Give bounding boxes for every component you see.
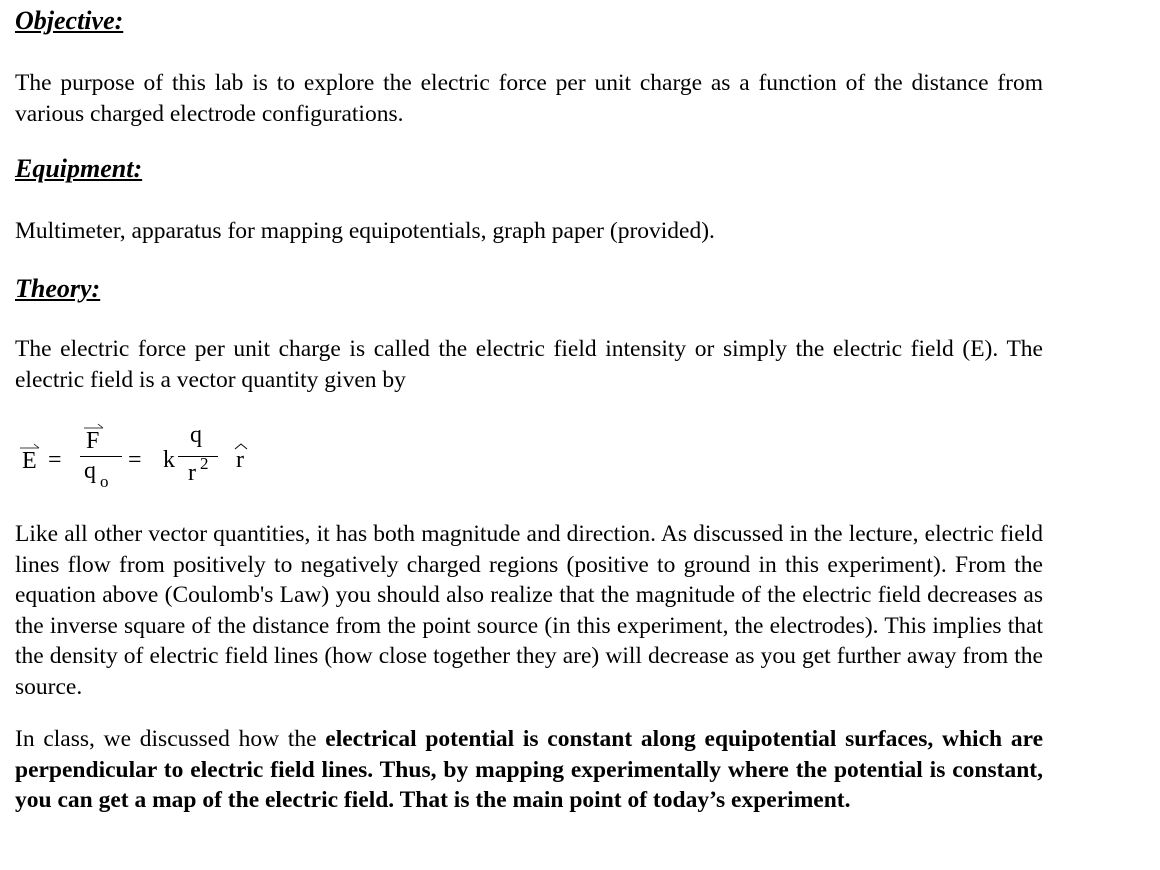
key-point-bold: electrical potential is constant along equipotential surfaces, which are perpendicular to electric field lines. Thus, by mapping experimentally where the potential is constant, you can get a map of the electric field. That is the main point of today’s experiment. (15, 726, 1044, 813)
theory-paragraph-3: In class, we discussed how the electrical potential is constant along equipotential surfaces, which are perpendicular to electric field lines. Thus, by mapping experimentally where the potential is constant, you can get a map of the electric field. That is the main point of today’s experiment. (15, 726, 1044, 813)
equipment-heading: Equipment: (15, 154, 143, 183)
hat-icon (234, 442, 248, 450)
fraction-bar (80, 456, 122, 457)
vector-F: F (86, 428, 99, 455)
equipment-text: Multimeter, apparatus for mapping equipotentials, graph paper (provided). (15, 218, 715, 244)
theory-paragraph-2: Like all other vector quantities, it has both magnitude and direction. As discussed in the lecture, electric field lines flow from positively to negatively charged regions (positive to ground in this experiment). From the equation above (Coulomb's Law) you should also realize that the magnitude of the electric field decreases as the inverse square of the distance from the point source (in this experiment, the electrodes). This implies that the density of electric field lines (how close together they are) will decrease as you get further away from the source. (15, 521, 1043, 700)
objective-text: The purpose of this lab is to explore the electric force per unit charge as a function of the distance from various charged electrode configurations. (15, 70, 1043, 127)
objective-heading: Objective: (15, 6, 124, 35)
vector-E: E (22, 448, 37, 475)
vector-arrow-icon (20, 442, 40, 450)
unit-vector-r: r (236, 447, 244, 474)
theory-intro: The electric force per unit charge is called the electric field intensity or simply the electric field (E). The electric field is a vector quantity given by (15, 336, 1043, 393)
theory-heading: Theory: (15, 274, 101, 303)
fraction-bar (178, 456, 218, 457)
vector-arrow-icon (84, 422, 104, 430)
